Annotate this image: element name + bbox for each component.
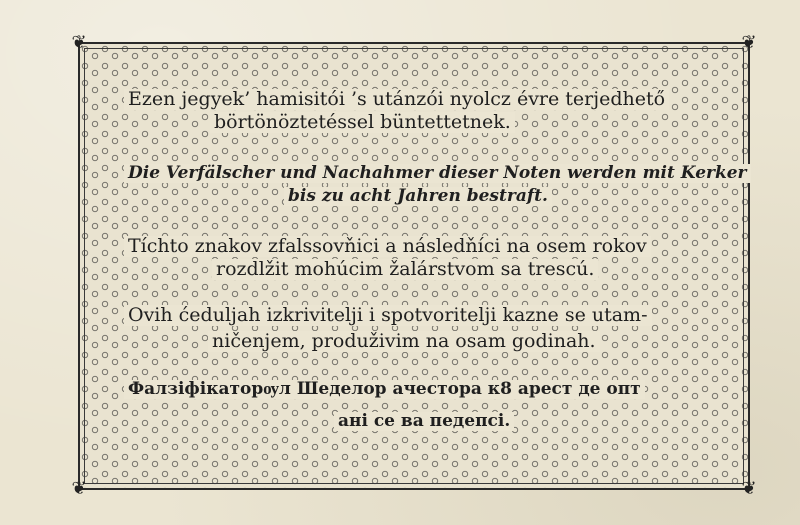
german-line-1: Die Verfälscher und Nachahmer dieser Noten werden mit Kerker — [124, 164, 751, 183]
slovak-line-1: Tíchto znakov zfalssovňici a následňíci na osem rokov — [124, 236, 651, 257]
fleuron-corner-icon: ❦ — [71, 32, 87, 53]
croatian-line-2: ničenjem, produživim na osam godinah. — [208, 331, 600, 352]
hungarian-line-2: börtönöztetéssel büntettetnek. — [210, 112, 515, 133]
fleuron-corner-icon: ❦ — [741, 32, 757, 53]
romanian-cyrillic-line-2: ані се ва педепсі. — [334, 412, 514, 431]
romanian-cyrillic-line-1: Фалзіфікаторѹл Шеделор ачестора к8 арест де опт — [124, 380, 645, 399]
ornamental-border-panel — [71, 32, 757, 499]
hungarian-line-1: Ezen jegyek’ hamisitói ’s utánzói nyolcz évre terjedhető — [124, 89, 669, 110]
slovak-line-2: rozdlžit mohúcim žalárstvom sa trescú. — [212, 259, 598, 280]
fleuron-corner-icon: ❦ — [741, 478, 757, 499]
german-line-2: bis zu acht Jahren bestraft. — [284, 187, 552, 206]
fleuron-corner-icon: ❦ — [71, 478, 87, 499]
croatian-line-1: Ovih ćeduljah izkrivitelji i spotvoritelji kazne se utam- — [124, 305, 652, 326]
